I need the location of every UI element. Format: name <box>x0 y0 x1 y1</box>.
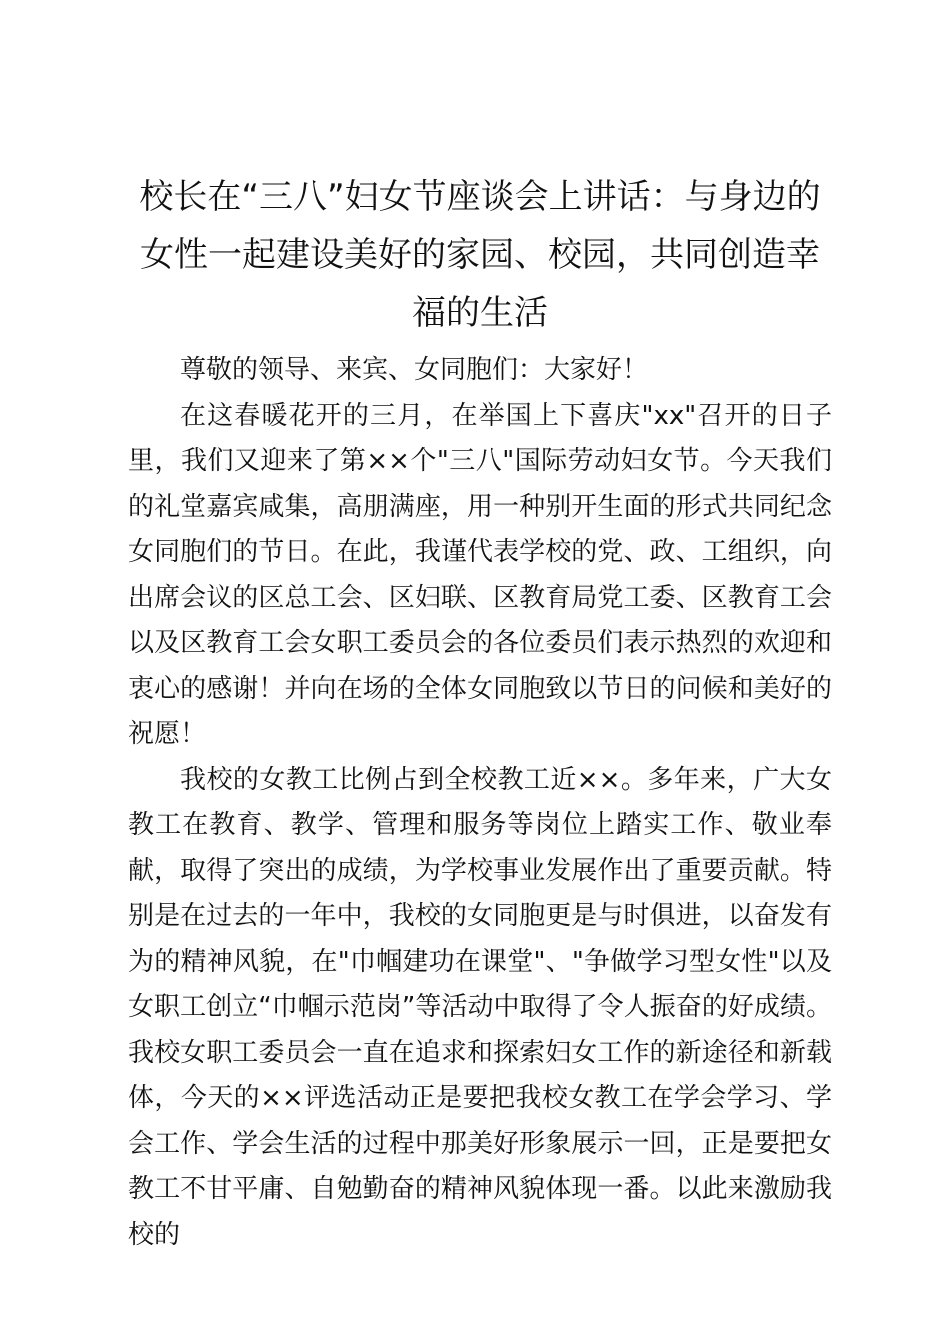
document-content <box>128 168 832 1258</box>
document-body <box>128 348 832 1258</box>
document-title: 校长在“三八”妇女节座谈会上讲话：与身边的女性一起建设美好的家园、校园，共同创造幸福的生活 <box>139 177 821 333</box>
paragraph-achievements: 我校的女教工比例占到全校教工近××。多年来，广大女教工在教育、教学、管理和服务等岗位上踏实工作、敬业奉献，取得了突出的成绩，为学校事业发展作出了重要贡献。特别是在过去的一年中，我校的女同胞更是与时俱进，以奋发有为的精神风貌，在"巾帼建功在课堂"、"争做学习型女性"以及女职工创立“巾帼示范岗”等活动中取得了令人振奋的好成绩。我校女职工委员会一直在追求和探索妇女工作的新途径和新载体，今天的××评选活动正是要把我校女教工在学会学习、学会工作、学会生活的过程中那美好形象展示一回，正是要把女教工不甘平庸、自勉勤奋的精神风貌体现一番。以此来激励我校的 <box>128 764 832 1250</box>
paragraph-greeting: 尊敬的领导、来宾、女同胞们：大家好！ <box>180 355 649 385</box>
paragraph-opening: 在这春暖花开的三月，在举国上下喜庆"xx"召开的日子里，我们又迎来了第××个"三八"国际劳动妇女节。今天我们的礼堂嘉宾咸集，高朋满座，用一种别开生面的形式共同纪念女同胞们的节日。在此，我谨代表学校的党、政、工组织，向出席会议的区总工会、区妇联、区教育局党工委、区教育工会以及区教育工会女职工委员会的各位委员们表示热烈的欢迎和衷心的感谢！并向在场的全体女同胞致以节日的问候和美好的祝愿！ <box>128 400 832 749</box>
